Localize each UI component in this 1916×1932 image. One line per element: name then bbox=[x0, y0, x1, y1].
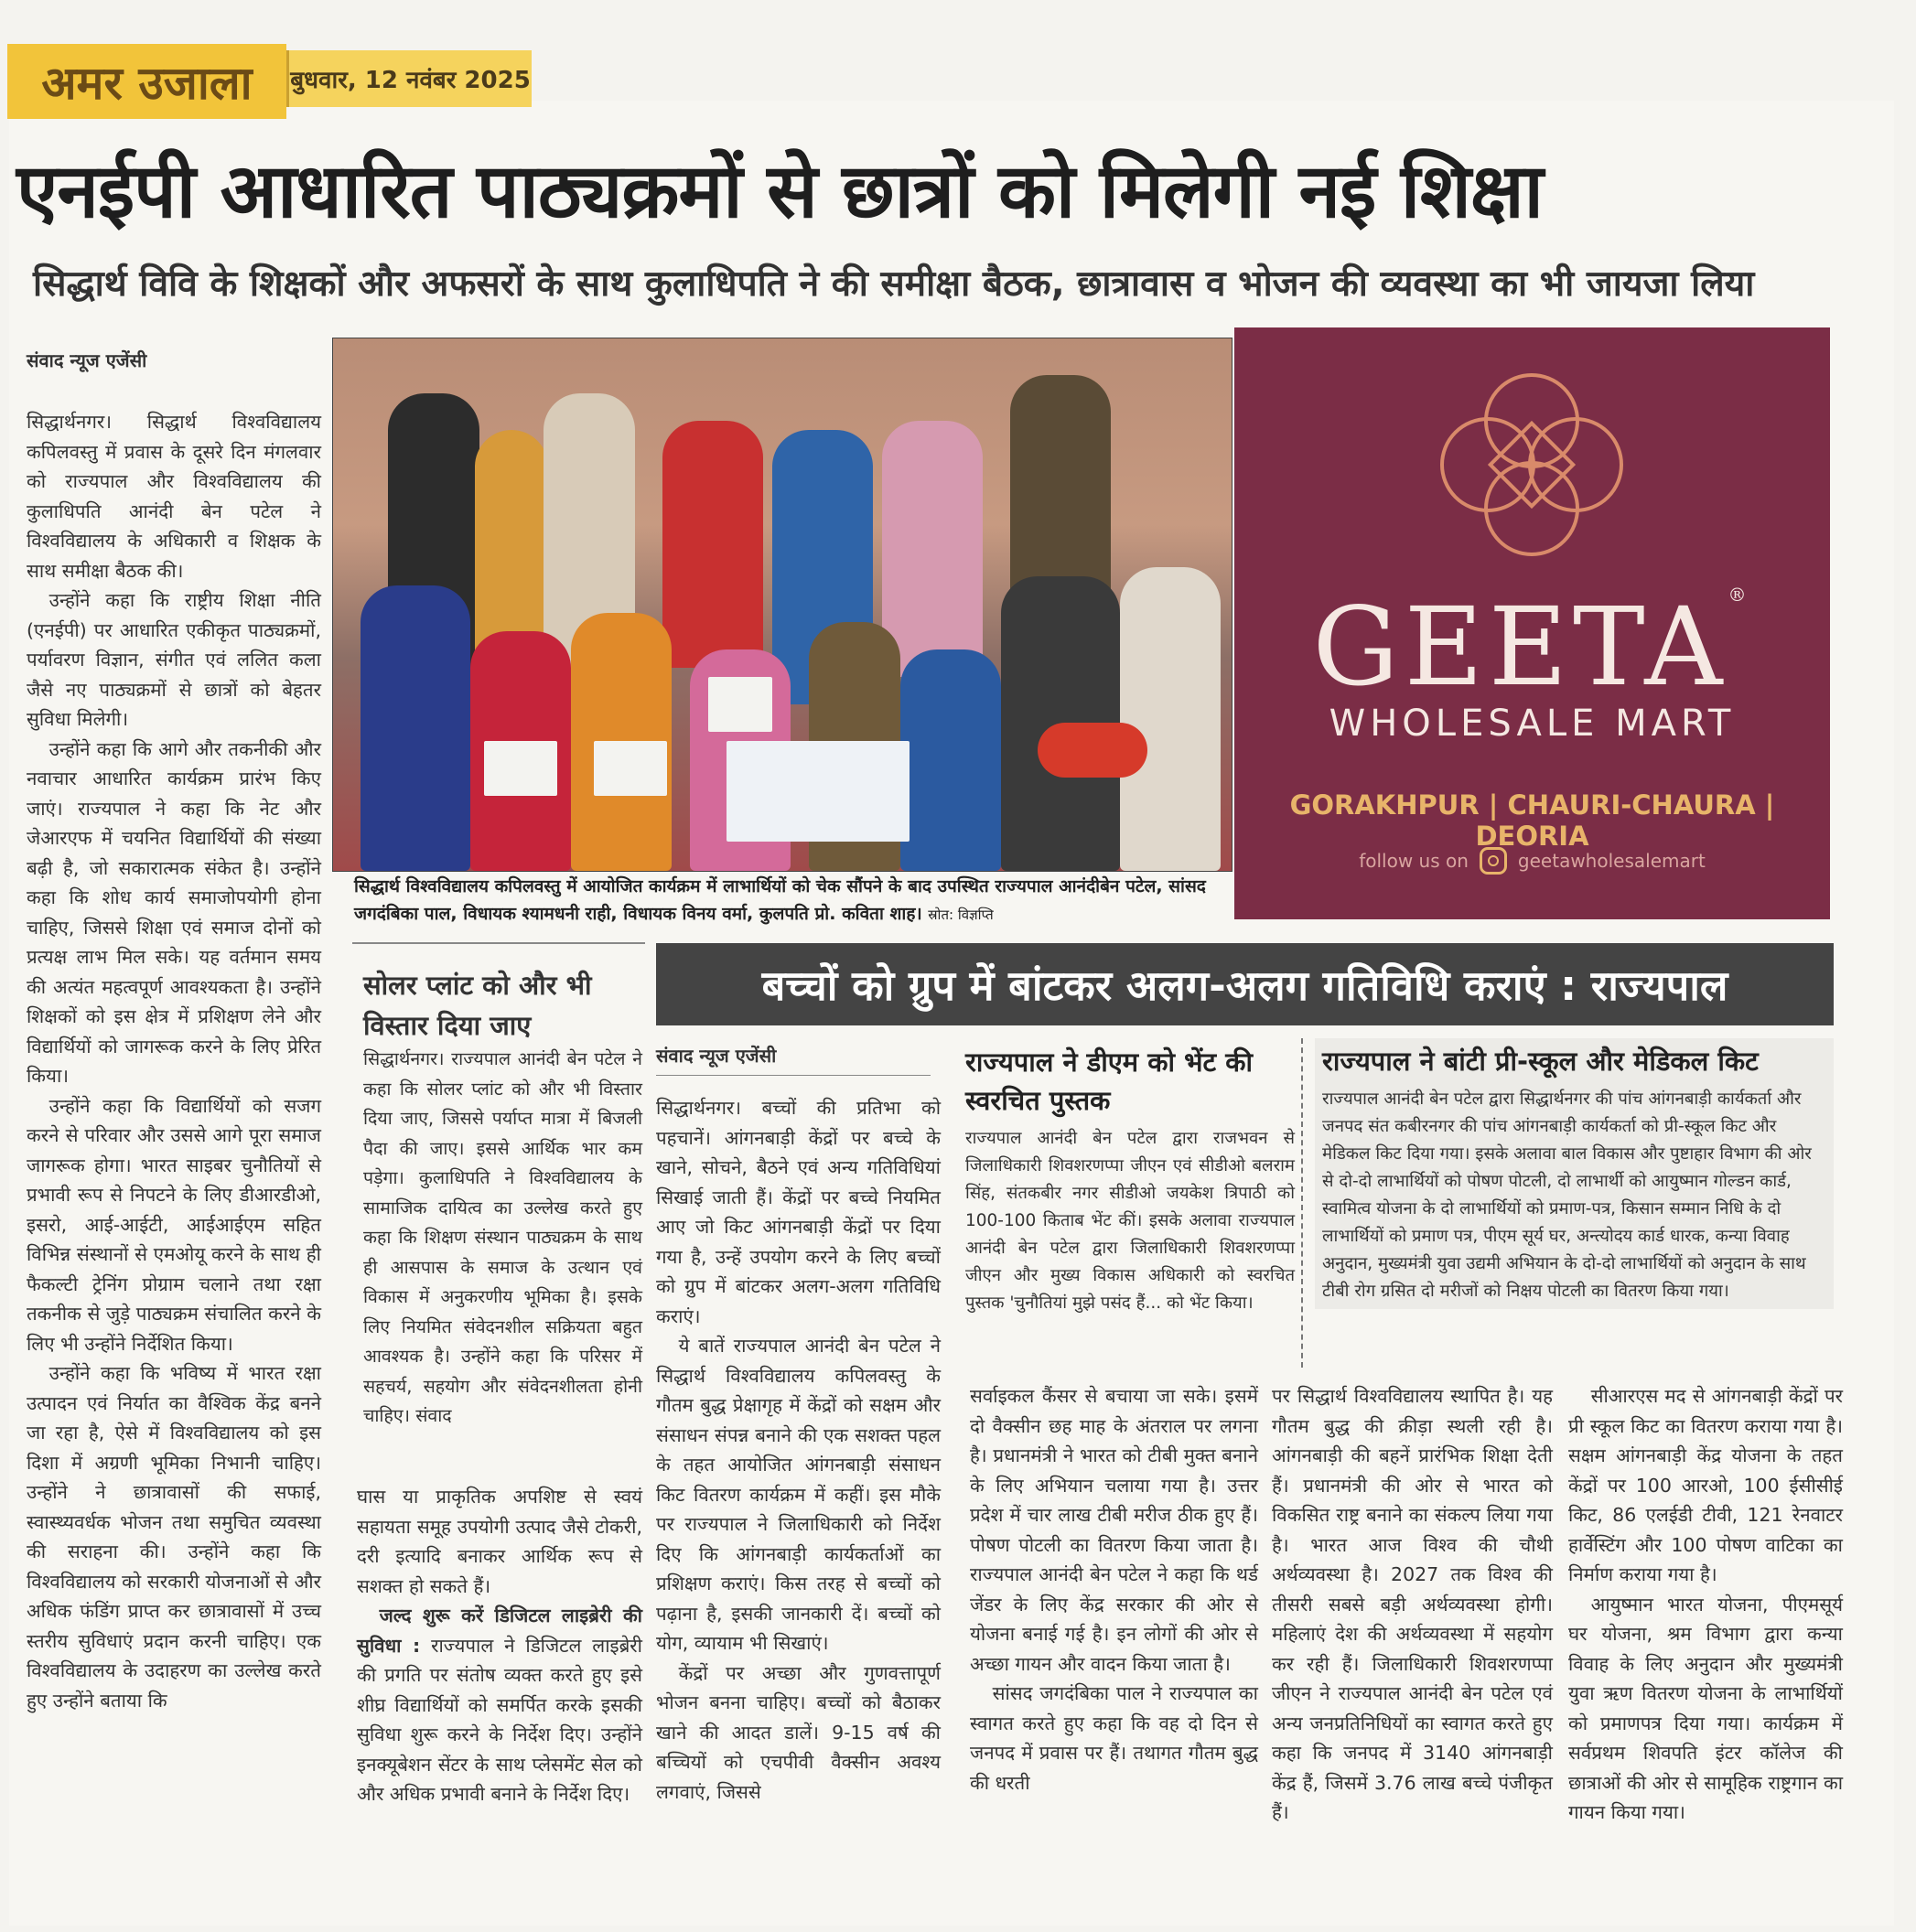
box-title: राज्यपाल ने बांटी प्री-स्कूल और मेडिकल किट bbox=[1322, 1046, 1759, 1077]
social-handle[interactable]: geetawholesalemart bbox=[1517, 850, 1706, 872]
ad-tagline: WHOLESALE MART bbox=[1329, 703, 1736, 745]
solar-headline: सोलर प्लांट को और भी विस्तार दिया जाए bbox=[363, 970, 592, 1041]
sub-headline: सिद्धार्थ विवि के शिक्षकों और अफसरों के साथ कुलाधिपति ने की समीक्षा बैठक, छात्रावास व भोजन की व्यवस्था का भी जायजा लिया bbox=[33, 263, 1755, 305]
paragraph: उन्होंने कहा कि विद्यार्थियों को सजग करने से परिवार और उससे आगे पूरा समाज जागरूक होगा। भारत साइबर चुनौतियों से प्रभावी रूप से निपटने के लिए डीआरडीओ, इसरो, आई-आईटी, आईआईएम सहित विभिन्न संस्थानों से एमओयू करने के साथ ही फैकल्टी ट्रेनिंग प्रोग्राम चलाने तथा रक्षा तकनीक से जुड़े पाठ्यक्रम संचालित करने के लिए भी उन्होंने निर्देशित किया। bbox=[27, 1094, 321, 1355]
story-column-3 bbox=[1272, 1381, 1553, 1828]
paragraph: राज्यपाल ने डिजिटल लाइब्रेरी की प्रगति पर संतोष व्यक्त करते हुए इसे शीघ्र विद्यार्थियों को समर्पित करके इसकी सुविधा शुरू करने के निर्देश दिए। उन्होंने इनक्यूबेशन सेंटर के साथ प्लेसमेंट सेल को और अधिक प्रभावी बनाने के निर्देश दिए। bbox=[357, 1634, 642, 1805]
instagram-icon bbox=[1480, 847, 1507, 875]
caption-source: स्रोत: विज्ञप्ति bbox=[928, 907, 994, 923]
paragraph: उन्होंने कहा कि आगे और तकनीकी और नवाचार आधारित कार्यक्रम प्रारंभ किए जाएं। राज्यपाल ने कहा कि नेट और जेआरएफ में चयनित विद्यार्थियों की संख्या बढ़ी है, जो सकारात्मक संकेत है। उन्होंने कहा कि शोध कार्य समाजोपयोगी होना चाहिए, जिससे शिक्षा एवं समाज दोनों को प्रत्यक्ष लाभ मिल सके। यह वर्तमान समय की अत्यंत महत्वपूर्ण आवश्यकता है। उन्होंने शिक्षकों को इस क्षेत्र में प्रशिक्षण लेने और विद्यार्थियों को जागरूक करने के लिए प्रेरित किया। bbox=[27, 737, 321, 1087]
paragraph: उन्होंने कहा कि राष्ट्रीय शिक्षा नीति (एनईपी) पर आधारित एकीकृत पाठ्यक्रमों, पर्यावरण विज्ञान, संगीत एवं ललित कला जैसे नए पाठ्यक्रमों से छात्रों को बेहतर सुविधा मिलेगी। bbox=[27, 589, 321, 730]
brand-name: GEETA bbox=[1312, 584, 1728, 710]
ad-cities: GORAKHPUR | CHAURI-CHAURA | DEORIA bbox=[1289, 789, 1775, 852]
story-column-4 bbox=[1568, 1381, 1843, 1828]
continued-column bbox=[357, 1482, 642, 1809]
left-column bbox=[27, 407, 321, 1715]
paragraph: सिद्धार्थनगर। राज्यपाल आनंदी बेन पटेल ने कहा कि सोलर प्लांट को और भी विस्तार दिया जाए, जिससे पर्याप्त मात्रा में बिजली पैदा की जाए। इससे आर्थिक भार कम पड़ेगा। कुलाधिपति ने विश्वविद्यालय के सामाजिक दायित्व का उल्लेख करते हुए कहा कि शिक्षण संस्थान पाठ्यक्रम के साथ ही आसपास के समाज के उत्थान एवं विकास में अनुकरणीय भूमिका है। इसके लिए नियमित संवेदनशील सक्रियता बहुत आवश्यक है। उन्होंने कहा कि परिसर में सहचर्य, सहयोग और संवेदनशीलता होनी चाहिए। संवाद bbox=[363, 1048, 642, 1426]
paragraph: पर सिद्धार्थ विश्वविद्यालय स्थापित है। यह गौतम बुद्ध की क्रीड़ा स्थली रही है। आंगनबाड़ी की बहनें प्रारंभिक शिक्षा देती हैं। प्रधानमंत्री की ओर से भारत को विकसित राष्ट्र बनाने का संकल्प लिया गया है। भारत आज विश्व की चौथी अर्थव्यवस्था है। 2027 तक विश्व की तीसरी सबसे बड़ी अर्थव्यवस्था होगी। महिलाएं देश की अर्थव्यवस्था में सहयोग कर रही हैं। जिलाधिकारी शिवशरणप्पा जीएन ने राज्यपाल आनंदी बेन पटेल एवं अन्य जनप्रतिनिधियों का स्वागत करते हुए कहा कि जनपद में 3140 आंगनबाड़ी केंद्र हैं, जिसमें 3.76 लाख बच्चे पंजीकृत हैं। bbox=[1272, 1385, 1553, 1823]
paragraph: केंद्रों पर अच्छा और गुणवत्तापूर्ण भोजन बनना चाहिए। बच्चों को बैठाकर खाने की आदत डालें। 9-15 वर्ष की बच्चियों को एचपीवी वैक्सीन अवश्य लगवाएं, जिससे bbox=[656, 1661, 941, 1803]
paragraph: सिद्धार्थनगर। सिद्धार्थ विश्वविद्यालय कपिलवस्तु में प्रवास के दूसरे दिन मंगलवार को राज्यपाल और विश्वविद्यालय की कुलाधिपति आनंदी बेन पटेल ने विश्वविद्यालय के अधिकारी व शिक्षक के साथ समीक्षा बैठक की। bbox=[27, 411, 321, 582]
paragraph: सांसद जगदंबिका पाल ने राज्यपाल का स्वागत करते हुए कहा कि वह दो दिन से जनपद में प्रवास पर हैं। तथागत गौतम बुद्ध की धरती bbox=[970, 1682, 1258, 1794]
story-column-1 bbox=[656, 1093, 941, 1807]
brand-logo-icon bbox=[1431, 364, 1632, 565]
byline: संवाद न्यूज एजेंसी bbox=[27, 349, 147, 371]
paragraph: सीआरएस मद से आंगनबाड़ी केंद्रों पर प्री स्कूल किट का वितरण कराया गया है। सक्षम आंगनबाड़ी केंद्र योजना के तहत केंद्रों पर 100 आरओ, 100 ईसीसीई किट, 86 एलईडी टीवी, 121 रेनवाटर हार्वेस्टिंग और 100 पोषण वाटिका का निर्माण कराया गया है। bbox=[1568, 1385, 1843, 1585]
box-title: राज्यपाल ने डीएम को भेंट की स्वरचित पुस्तक bbox=[965, 1046, 1253, 1116]
paragraph: सिद्धार्थनगर। बच्चों की प्रतिभा को पहचानें। आंगनबाड़ी केंद्रों पर बच्चे के खाने, सोचने, बैठने एवं अन्य गतिविधियां सिखाई जाती हैं। केंद्रों पर बच्चे नियमित आए जो किट आंगनबाड़ी केंद्रों पर दिया गया है, उन्हें उपयोग करने के लिए बच्चों को ग्रुप में बांटकर अलग-अलग गतिविधि कराएं। bbox=[656, 1097, 941, 1327]
follow-label: follow us on bbox=[1359, 850, 1469, 872]
photo-caption bbox=[354, 873, 1228, 928]
masthead-logo: अमर उजाला bbox=[7, 44, 286, 119]
solar-column bbox=[363, 1045, 642, 1432]
box-text: राज्यपाल आनंदी बेन पटेल द्वारा राजभवन से जिलाधिकारी शिवशरणप्पा जीएन एवं सीडीओ बलराम सिंह, संतकबीर नगर सीडीओ जयकेश त्रिपाठी को 100-100 किताब भेंट कीं। इसके अलावा राज्यपाल आनंदी बेन पटेल द्वारा जिलाधिकारी शिवशरणप्पा जीएन और मुख्य विकास अधिकारी को स्वरचित पुस्तक 'चुनौतियां मुझे पसंद हैं... को भेंट किया। bbox=[965, 1129, 1295, 1313]
main-headline: एनईपी आधारित पाठ्यक्रमों से छात्रों को मिलेगी नई शिक्षा bbox=[16, 148, 1543, 235]
event-photo bbox=[332, 338, 1232, 872]
box-text: राज्यपाल आनंदी बेन पटेल द्वारा सिद्धार्थनगर की पांच आंगनबाड़ी कार्यकर्ता और जनपद संत कबीरनगर की पांच आंगनबाड़ी कार्यकर्ता को प्री-स्कूल किट और मेडिकल किट दिया गया। इसके अलावा बाल विकास और पुष्टाहार विभाग की ओर से दो-दो लाभार्थियों को पोषण पोटली, दो लाभार्थी को आयुष्मान गोल्डन कार्ड, स्वामित्व योजना के दो लाभार्थियों को प्रमाण-पत्र, किसान सम्मान निधि के दो लाभार्थियों को प्रमाण पत्र, पीएम सूर्य घर, अन्त्योदय कार्ड धारक, कन्या विवाह अनुदान, मुख्यमंत्री युवा उद्यमी अभियान के दो-दो लाभार्थियों को अनुदान के साथ टीबी रोग ग्रसित दो मरीजों को निक्षय पोटली का वितरण किया गया। bbox=[1322, 1089, 1812, 1301]
caption-text: सिद्धार्थ विश्वविद्यालय कपिलवस्तु में आयोजित कार्यक्रम में लाभार्थियों को चेक सौंपने के बाद उपस्थित राज्यपाल आनंदीबेन पटेल, सांसद जगदंबिका पाल, विधायक श्यामधनी राही, विधायक विनय वर्मा, कुलपति प्रो. कविता शाह। bbox=[354, 876, 1206, 924]
kit-box bbox=[1315, 1038, 1834, 1309]
book-box bbox=[965, 1043, 1295, 1317]
paragraph: घास या प्राकृतिक अपशिष्ट से स्वयं सहायता समूह उपयोगी उत्पाद जैसे टोकरी, दरी इत्यादि बनाकर आर्थिक रूप से सशक्त हो सकते हैं। bbox=[357, 1486, 642, 1597]
paragraph: आयुष्मान भारत योजना, पीएमसूर्य घर योजना, श्रम विभाग द्वारा कन्या विवाह के लिए अनुदान और मुख्यमंत्री युवा ऋण वितरण योजना के लाभार्थियों को प्रमाणपत्र दिया गया। कार्यक्रम में सर्वप्रथम शिवपति इंटर कॉलेज की छात्राओं की ओर से सामूहिक राष्ट्रगान का गायन किया गया। bbox=[1568, 1593, 1843, 1823]
registered-mark: ® bbox=[1728, 584, 1752, 606]
paragraph: सर्वाइकल कैंसर से बचाया जा सके। इसमें दो वैक्सीन छह माह के अंतराल पर लगना है। प्रधानमंत्री ने भारत को टीबी मुक्त बनाने के लिए अभियान चलाया गया है। उत्तर प्रदेश में चार लाख टीबी मरीज ठीक हुए हैं। पोषण पोटली का वितरण किया जाता है। राज्यपाल आनंदी बेन पटेल ने कहा कि थर्ड जेंडर के लिए केंद्र सरकार की ओर से योजना बनाई गई है। इन लोगों की ओर से अच्छा गायन और वादन किया जाता है। bbox=[970, 1385, 1258, 1675]
masthead-date: बुधवार, 12 नवंबर 2025 bbox=[286, 50, 532, 107]
ad-social bbox=[1234, 847, 1830, 875]
byline: संवाद न्यूज एजेंसी bbox=[656, 1045, 777, 1067]
ad-brand bbox=[1234, 584, 1830, 710]
paragraph: ये बातें राज्यपाल आनंदी बेन पटेल ने सिद्धार्थ विश्वविद्यालय कपिलवस्तु के गौतम बुद्ध प्रेक्षागृह में केंद्रों को सक्षम और संसाधन संपन्न बनाने की एक सशक्त पहल के तहत आयोजित आंगनबाड़ी संसाधन किट वितरण कार्यक्रम में कहीं। इस मौके पर राज्यपाल ने जिलाधिकारी को निर्देश दिए कि आंगनबाड़ी कार्यकर्ताओं का प्रशिक्षण कराएं। किस तरह से बच्चों को पढ़ाना है, इसकी जानकारी दें। बच्चों को योग, व्यायाम भी सिखाएं। bbox=[656, 1335, 941, 1654]
story-headline: बच्चों को ग्रुप में बांटकर अलग-अलग गतिविधि कराएं : राज्यपाल bbox=[656, 943, 1834, 1025]
story-column-2 bbox=[970, 1381, 1258, 1798]
paragraph: उन्होंने कहा कि भविष्य में भारत रक्षा उत्पादन एवं निर्यात का वैश्विक केंद्र बनने जा रहा है, ऐसे में विश्वविद्यालय को इस दिशा में अग्रणी भूमिका निभानी चाहिए। उन्होंने ने छात्रावासों की सफाई, स्वास्थ्यवर्धक भोजन तथा समुचित व्यवस्था की सराहना की। उन्होंने कहा कि विश्वविद्यालय को सरकारी योजनाओं से और अधिक फंडिंग प्राप्त कर छात्रावासों में उच्च स्तरीय सुविधाएं प्रदान करनी चाहिए। एक विश्वविद्यालय के उदाहरण का उल्लेख करते हुए उन्होंने बताया कि bbox=[27, 1362, 321, 1712]
subheading: जल्द शुरू करें डिजिटल लाइब्रेरी की सुविधा : bbox=[357, 1605, 642, 1657]
advertisement[interactable] bbox=[1234, 327, 1830, 919]
